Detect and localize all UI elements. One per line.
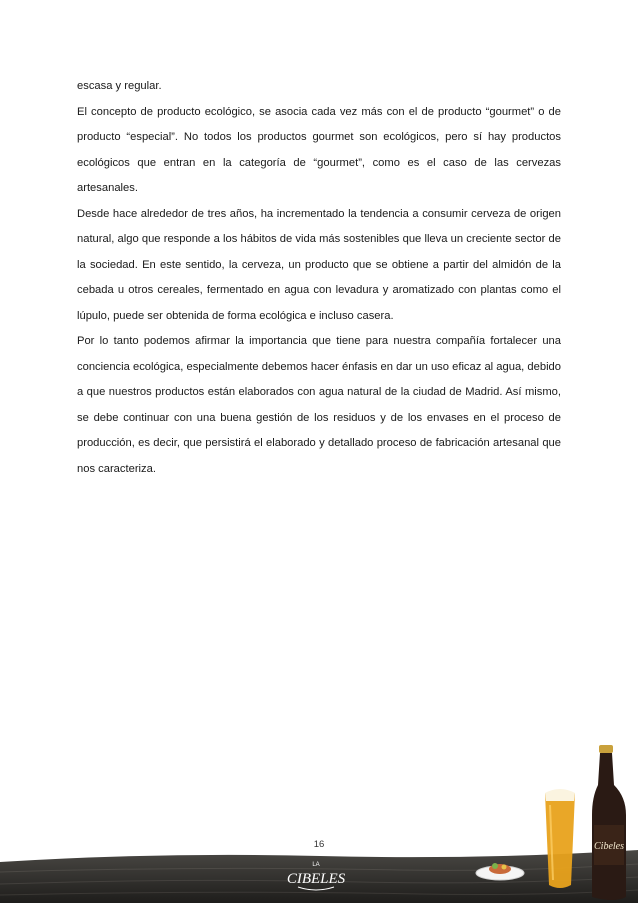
page-number: 16	[313, 839, 325, 850]
la-cibeles-logo	[286, 856, 346, 898]
beer-bottle-icon	[592, 745, 626, 900]
document-body	[77, 74, 561, 482]
paragraph-4: Por lo tanto podemos afirmar la importancia que tiene para nuestra compañía fortalecer una conciencia ecológica, especialmente debemos hacer énfasis en dar un uso eficaz al agua, debido a que nuestros productos están elaborados con agua natural de la ciudad de Madrid. Así mismo, se debe continuar con una buena gestión de los residuos y de los envases en el proceso de producción, es decir, que persistirá el elaborado y detallado proceso de fabricación artesanal que nos caracteriza.	[77, 335, 561, 475]
logo-brand-text: CIBELES	[286, 871, 346, 887]
tapas-plate-icon	[476, 863, 524, 880]
paragraph-2: El concepto de producto ecológico, se asocia cada vez más con el de producto “gourmet” o de producto “especial”. No todos los productos gourmet son ecológicos, pero sí hay productos ecológicos que entran en la categoría de “gourmet”, como es el caso de las cervezas artesanales.	[77, 105, 561, 194]
beer-product-illustration	[470, 745, 638, 903]
bottle-label-text: Cibeles	[594, 841, 624, 852]
paragraph-3: Desde hace alrededor de tres años, ha incrementado la tendencia a consumir cerveza de origen natural, algo que responde a los hábitos de vida más sostenibles que lleva un creciente sector de la sociedad. En este sentido, la cerveza, un producto que se obtiene a partir del almidón de la cebada u otros cereales, fermentado en agua con levadura y aromatizado con plantas como el lúpulo, puede ser obtenida de forma ecológica e incluso casera.	[77, 207, 561, 322]
paragraph-1: escasa y regular.	[77, 80, 162, 92]
logo-small-text: LA	[312, 862, 320, 868]
beer-glass-icon	[545, 789, 575, 888]
